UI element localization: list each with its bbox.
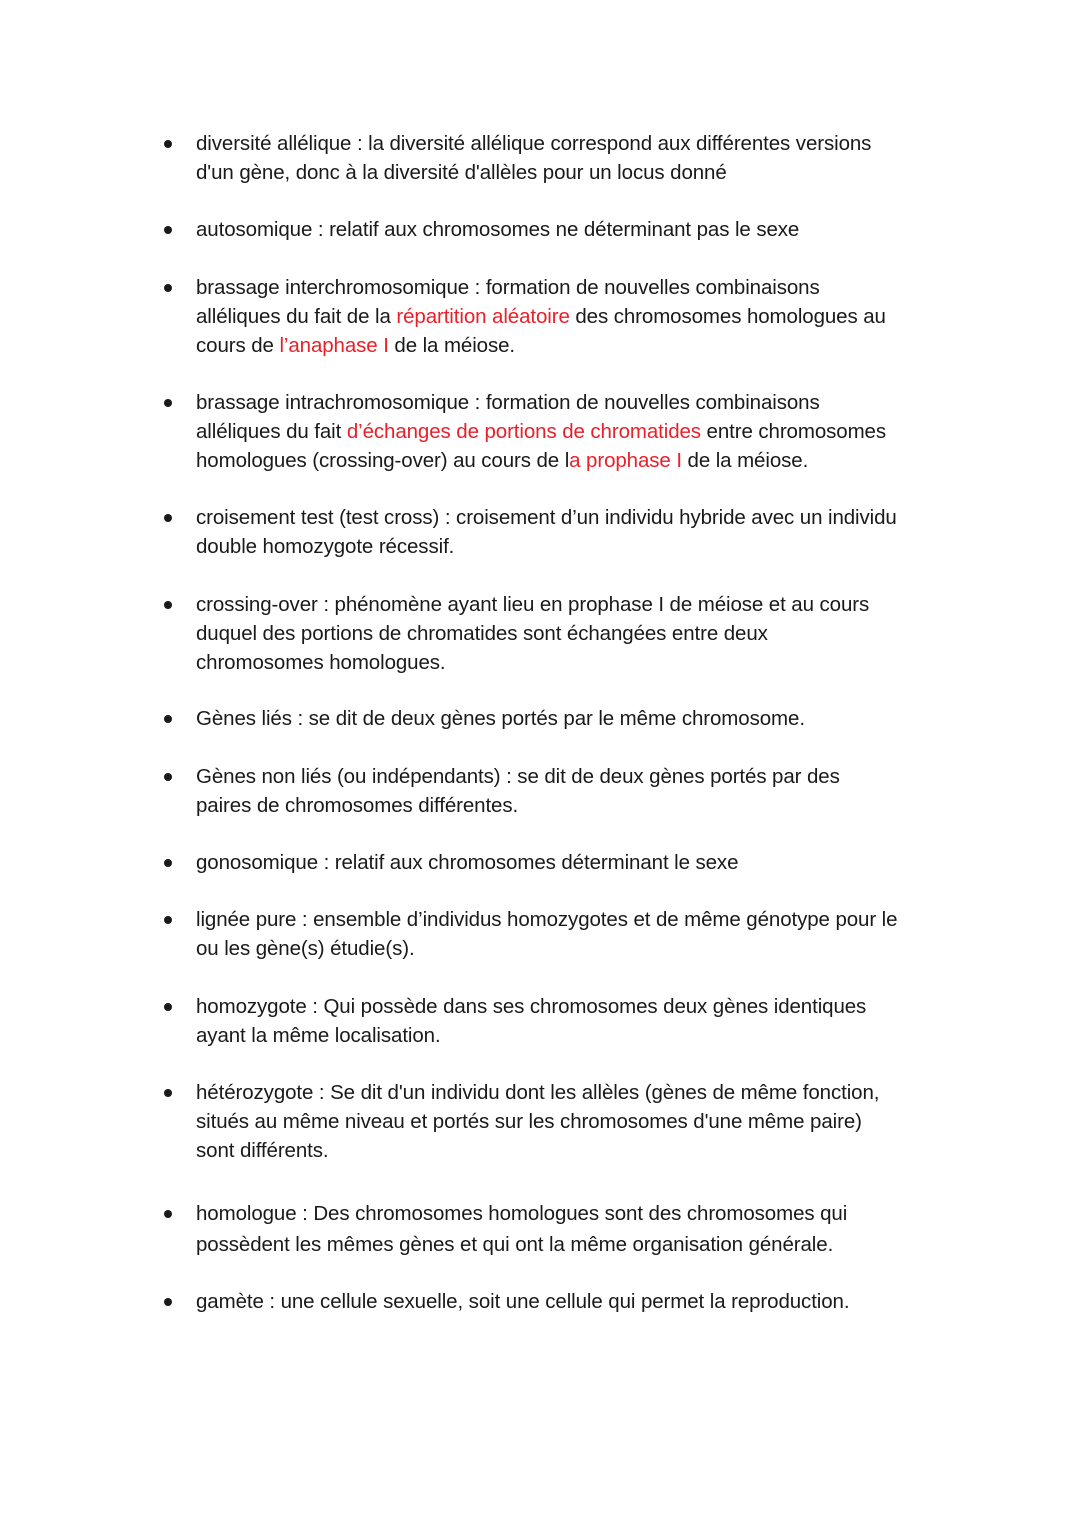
entry-line [196,1229,847,1260]
bullet-icon [164,859,172,867]
entry-line [196,1136,879,1165]
bullet-icon [164,1210,172,1218]
definition-text: cours de [196,334,280,357]
entry-line [196,619,869,648]
entry-line [196,590,869,619]
bullet-icon [164,773,172,781]
definition-text: chromosomes homologues. [196,651,446,674]
definition-text: diversité allélique : la diversité allélique correspond aux différentes versions [196,132,872,155]
entry-line [196,1198,847,1229]
definition-text: crossing-over : phénomène ayant lieu en prophase I de méiose et au cours [196,593,870,616]
definition-text: Gènes liés : se dit de deux gènes portés par le même chromosome. [196,707,805,730]
entry-line [196,1021,866,1050]
entry-line [196,503,897,532]
definition-text: sont différents. [196,1139,329,1162]
entry-line [196,762,840,791]
definition-text: gonosomique : relatif aux chromosomes déterminant le sexe [196,851,739,874]
bullet-icon [164,1298,172,1306]
definition-text: de la méiose. [388,334,516,357]
definition-text: homologue : Des chromosomes homologues sont des chromosomes qui [196,1202,848,1225]
glossary-entry [163,388,886,475]
definition-text: entre chromosomes [700,420,887,443]
glossary-entry [163,704,805,733]
bullet-icon [164,226,172,234]
glossary-entry [163,1287,849,1316]
definition-text: brassage interchromosomique : formation de nouvelles combinaisons [196,276,820,299]
definition-text: gamète : une cellule sexuelle, soit une cellule qui permet la reproduction. [196,1290,850,1313]
entry-line [196,1287,849,1316]
definition-text: alléliques du fait de la [196,305,397,328]
entry-line [196,704,805,733]
entry-line [196,934,897,963]
definition-text: alléliques du fait [196,420,347,443]
entry-line [196,129,871,158]
bullet-icon [164,601,172,609]
highlighted-text: répartition aléatoire [396,305,570,328]
definition-text: hétérozygote : Se dit d'un individu dont les allèles (gènes de même fonction, [196,1081,880,1104]
bullet-icon [164,284,172,292]
bullet-icon [164,140,172,148]
entry-line [196,446,886,475]
definition-text: situés au même niveau et portés sur les chromosomes d'une même paire) [196,1110,862,1133]
entry-line [196,158,871,187]
highlighted-text: d’échanges de portions de chromatides [346,420,701,443]
highlighted-text: a prophase I [569,449,682,472]
definition-text: homozygote : Qui possède dans ses chromosomes deux gènes identiques [196,995,867,1018]
entry-line [196,791,840,820]
bullet-icon [164,514,172,522]
entry-line [196,1078,879,1107]
glossary-entry [163,992,866,1050]
bullet-icon [164,1003,172,1011]
entry-line [196,273,886,302]
highlighted-text: l’anaphase I [279,334,389,357]
entry-line [196,331,886,360]
entry-line [196,1107,879,1136]
definition-text: ayant la même localisation. [196,1024,441,1047]
definition-text: homologues (crossing-over) au cours de l [196,449,570,472]
entry-line [196,417,886,446]
bullet-icon [164,399,172,407]
glossary-entry [163,1198,847,1260]
glossary-entry [163,762,840,820]
glossary-entry [163,129,871,187]
bullet-icon [164,916,172,924]
glossary-entry [163,273,886,360]
bullet-icon [164,1089,172,1097]
entry-line [196,848,738,877]
entry-line [196,302,886,331]
definition-text: autosomique : relatif aux chromosomes ne déterminant pas le sexe [196,218,800,241]
definition-text: croisement test (test cross) : croisement d’un individu hybride avec un individu [196,506,897,529]
definition-text: double homozygote récessif. [196,535,455,558]
glossary-entry [163,848,738,877]
definition-text: duquel des portions de chromatides sont échangées entre deux [196,622,768,645]
glossary-entry [163,215,799,244]
entry-line [196,215,799,244]
definition-text: paires de chromosomes différentes. [196,794,519,817]
glossary-entry [163,503,897,561]
definition-text: brassage intrachromosomique : formation de nouvelles combinaisons [196,391,820,414]
definition-text: possèdent les mêmes gènes et qui ont la même organisation générale. [196,1233,834,1256]
definition-text: de la méiose. [681,449,809,472]
entry-line [196,388,886,417]
definition-text: d'un gène, donc à la diversité d'allèles pour un locus donné [196,161,727,184]
definition-text: Gènes non liés (ou indépendants) : se dit de deux gènes portés par des [196,765,840,788]
entry-line [196,648,869,677]
bullet-icon [164,715,172,723]
definition-text: ou les gène(s) étudie(s). [196,937,415,960]
glossary-entry [163,905,897,963]
glossary-entry [163,590,869,677]
definition-text: lignée pure : ensemble d’individus homozygotes et de même génotype pour le [196,908,898,931]
entry-line [196,532,897,561]
entry-line [196,905,897,934]
definition-text: des chromosomes homologues au [569,305,886,328]
glossary-entry [163,1078,879,1165]
entry-line [196,992,866,1021]
